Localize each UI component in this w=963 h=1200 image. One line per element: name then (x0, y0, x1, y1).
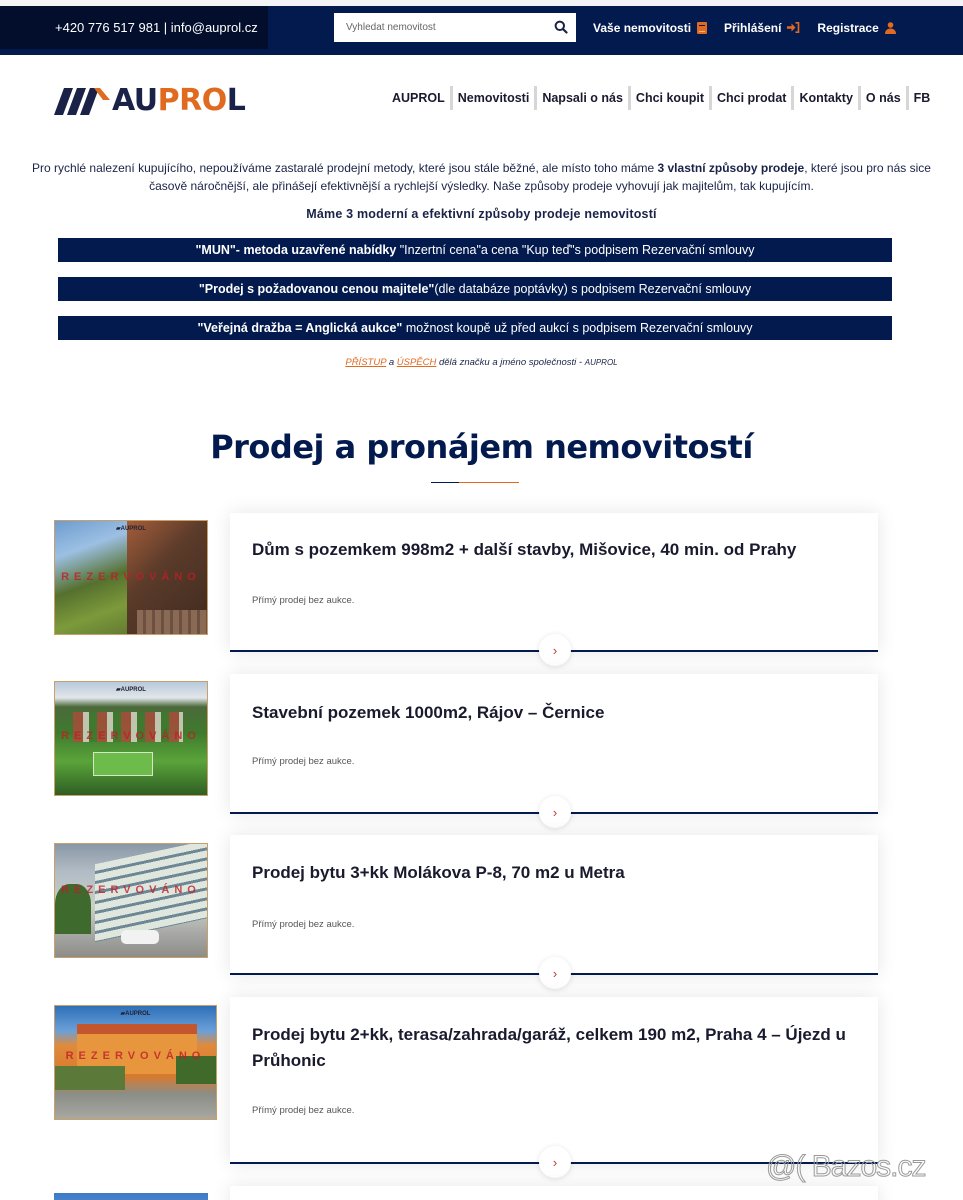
listing-title: Dům s pozemkem 998m2 + další stavby, Mišovice, 40 min. od Prahy (252, 540, 797, 559)
nav-kontakty[interactable]: Kontakty (794, 86, 860, 110)
method-bar-owner-price: "Prodej s požadovanou cenou majitele"(dle databáze poptávky) s podpisem Rezervační smlouvy (58, 277, 892, 301)
logo-mark-icon (54, 88, 110, 115)
your-properties-label: Vaše nemovitosti (593, 20, 692, 35)
listing-2-photo[interactable]: ▰AUPROL REZERVOVÁNO (54, 681, 208, 796)
listing-title: Stavební pozemek 1000m2, Rájov – Černice (252, 703, 605, 722)
book-icon (697, 22, 707, 34)
method-bar-mun: "MUN"- metoda uzavřené nabídky "Inzertní cena"a cena "Kup teď"s podpisem Rezervační smlouvy (58, 238, 892, 262)
login-link[interactable] (724, 21, 800, 35)
reserved-watermark: REZERVOVÁNO (61, 884, 201, 896)
intro-text: Pro rychlé nalezení kupujícího, nepoužíváme zastaralé prodejní metody, které jsou stále běžné, ale místo toho máme 3 vlastní způsoby prodeje, které jsou pro nás sice časově náročnější, ale přinášejí efektivnější a rychlejší výsledky. Naše způsoby prodeje vyhovují jak majitelům, tak kupujícím. (32, 161, 931, 193)
user-icon (885, 22, 896, 34)
section-title: Prodej a pronájem nemovitostí (210, 428, 753, 466)
listing-subtitle: Přímý prodej bez aukce. (252, 756, 355, 767)
sign-in-icon (787, 22, 800, 33)
nav-auprol[interactable]: AUPROL (392, 86, 453, 110)
listing-title: Prodej bytu 3+kk Molákova P-8, 70 m2 u Metra (252, 863, 625, 882)
reserved-watermark: REZERVOVÁNO (61, 571, 201, 583)
chevron-right-icon[interactable]: › (539, 957, 571, 989)
logo[interactable] (54, 83, 246, 118)
section-divider (431, 482, 519, 483)
search-input[interactable] (334, 13, 534, 42)
search-icon[interactable] (554, 20, 568, 34)
listing-5-photo[interactable] (54, 1193, 208, 1200)
pristup-link[interactable]: PŘÍSTUP (345, 357, 387, 368)
methods-title: Máme 3 moderní a efektivní způsoby prodeje nemovitostí (306, 207, 657, 221)
nav-napsali-o-nas[interactable]: Napsali o nás (537, 86, 631, 110)
listing-4-photo[interactable]: ▰AUPROL REZERVOVÁNO (54, 1005, 217, 1120)
nav-nemovitosti[interactable]: Nemovitosti (453, 86, 538, 110)
listing-card-4[interactable] (230, 997, 878, 1170)
listing-card-5[interactable] (230, 1186, 878, 1200)
uspech-link[interactable]: ÚSPĚCH (396, 357, 437, 368)
tagline: PŘÍSTUP a ÚSPĚCH dělá značku a jméno společnosti - AUPROL (345, 357, 618, 368)
listing-subtitle: Přímý prodej bez aukce. (252, 1105, 355, 1116)
chevron-right-icon[interactable]: › (539, 1146, 571, 1178)
nav-fb[interactable]: FB (913, 91, 931, 105)
top-bar (0, 6, 963, 55)
chevron-right-icon[interactable]: › (539, 796, 571, 828)
your-properties-link[interactable] (593, 21, 707, 35)
listing-1-photo[interactable]: ▰AUPROL REZERVOVÁNO (54, 520, 208, 635)
contact-info: +420 776 517 981 | info@auprol.cz (0, 6, 268, 49)
search-box (334, 13, 576, 42)
listing-3-photo[interactable] (54, 843, 208, 958)
listing-title: Prodej bytu 2+kk, terasa/zahrada/garáž, celkem 190 m2, Praha 4 – Újezd u Průhonic (252, 1025, 846, 1070)
register-link[interactable] (817, 21, 895, 35)
main-nav (392, 86, 935, 110)
nav-chci-koupit[interactable]: Chci koupit (631, 86, 712, 110)
nav-o-nas[interactable]: O nás (861, 86, 909, 110)
method-bar-auction: "Veřejná dražba = Anglická aukce" možnost koupě už před aukcí s podpisem Rezervační smlouvy (58, 316, 892, 340)
chevron-right-icon[interactable]: › (539, 634, 571, 666)
register-label: Registrace (817, 20, 879, 35)
reserved-watermark: REZERVOVÁNO (61, 730, 201, 742)
reserved-watermark: REZERVOVÁNO (65, 1050, 206, 1062)
login-label: Přihlášení (724, 20, 782, 35)
listing-card-3[interactable] (230, 835, 878, 981)
bazos-watermark: @( Bazos.cz (766, 1150, 926, 1183)
nav-chci-prodat[interactable]: Chci prodat (712, 86, 794, 110)
listing-card-2[interactable] (230, 674, 878, 820)
listing-subtitle: Přímý prodej bez aukce. (252, 919, 355, 930)
listing-card-1[interactable] (230, 513, 878, 658)
logo-text: AUPROL (112, 83, 246, 118)
listing-subtitle: Přímý prodej bez aukce. (252, 595, 355, 606)
account-links (593, 6, 913, 49)
